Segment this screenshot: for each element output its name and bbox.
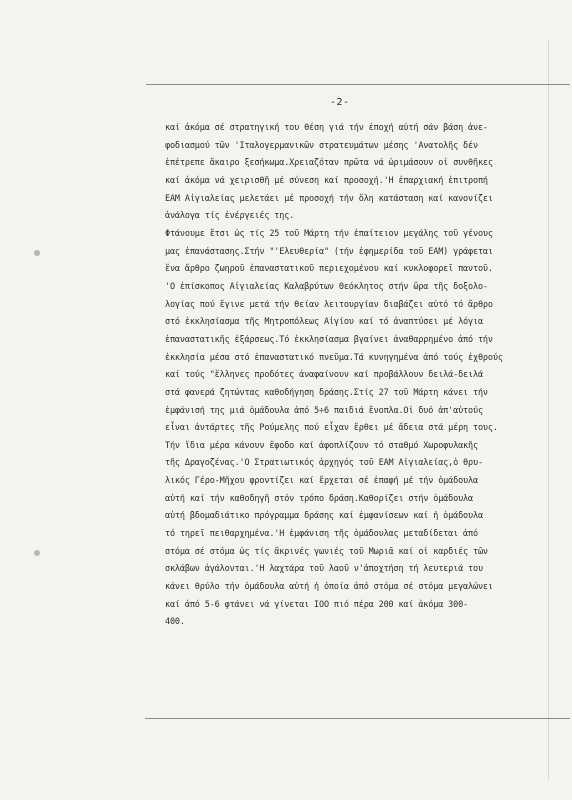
text-line: στόμα σέ στόμα ὡς τίς ἄκρινές γωνιές τοῦ Μωριᾶ καί οἱ καρδιές τῶν [165,546,488,557]
text-line: τό τηρεῖ πειθαρχημένα.'Η ἐμφάνιση τῆς ὁμάδουλας μεταδίδεται ἀπό [165,529,478,540]
text-line: 'Ο ἐπίσκοπος Αἰγιαλείας Καλαβρύτων Θεόκλητος στήν ὥρα τῆς δοξολο- [165,281,488,292]
typewritten-text [165,120,555,632]
text-line: στό ἐκκλησίασμα τῆς Μητροπόλεως Αἰγίου καί τό ἀναπτύσει μέ λόγια [165,317,483,328]
text-line: καί ἀπό 5-6 φτάνει νά γίνεται ΙΟΟ πιό πέρα 200 καί ἀκόμα 300- [165,599,469,610]
punch-hole [34,550,40,556]
text-line: καί τούς "ἕλληνες προδότες ἀναφαίνουν καί προβάλλουν δειλά-δειλά [165,370,483,381]
text-line: ἐκκλησία μέσα στό ἐπαναστατικό πνεῦμα.Τά κυνηγημένα ἀπό τούς ἐχθρούς [165,352,503,363]
text-line: ἐμφάνισή της μιά ὁμάδουλα ἀπό 5÷6 παιδιά ἔνοπλα.Οἱ δυό ἀπ'αὐτούς [165,405,483,416]
text-line: ἀνάλογα τίς ἐνέργειές της. [165,211,295,222]
text-line: καί ἀκόμα σέ στρατηγική του θέση γιά τήν ἐποχή αὐτή σάν βάση ἀνε- [165,123,488,133]
text-line: ἐπαναστατικῆς ἐξάρσεως.Τό ἐκκλησίασμα βγαίνει ἀναθαρρημένο ἀπό τήν [165,334,493,345]
text-line: τῆς Δραγοζένας.'Ο Στρατιωτικός ἀρχηγός τοῦ ΕΑΜ Αἰγιαλείας,ὁ θρυ- [165,458,483,469]
text-line: καί ἀκόμα νά χειρισθῆ μέ σύνεση καί προσοχή.'Η ἐπαρχιακή ἐπιτροπή [165,175,488,186]
text-line: εἶναι ἀντάρτες τῆς Ρούμελης πού εἶχαν ἔρθει μέ ἄδεια στά μέρη τους. [165,423,498,434]
bottom-rule [145,718,570,719]
punch-hole [34,250,40,256]
text-line: 400. [165,617,185,628]
text-line: φοδιασμού τῶν 'Ιταλογερμανικῶν στρατευμάτων μέσης 'Ανατολῆς δέν [165,140,478,151]
text-line: κάνει θρύλο τήν ὁμάδουλα αὐτή ἡ ὁποία ἀπό στόμα σέ στόμα μεγαλώνει [165,582,493,593]
text-line: ἐπέτρεπε ἄκαιρο ξεσήκωμα.Χρειαζόταν πρῶτα νά ὡριμάσουν οἱ συνθῆκες [165,158,493,169]
text-line: ἕνα ἄρθρο ζωηροῦ ἐπαναστατικοῦ περιεχομένου καί κυκλοφορεῖ παντοῦ. [165,264,493,275]
text-line: μας ἐπανάστασης.Στήν "'Ελευθερία" (τήν ἐφημερίδα τοῦ ΕΑΜ) γράφεται [165,246,493,257]
text-line: λικός Γέρο-Μῆχου φροντίζει καί ἔρχεται σέ ἐπαφή μέ τήν ὁμάδουλα [165,476,478,487]
text-line: ΕΑΜ Αἰγιαλείας μελετάει μέ προσοχή τήν ὅλη κατάσταση καί κανονίζει [165,193,493,204]
text-line: Τήν ἴδια μέρα κάνουν ἔφοδο καί ἀφοπλίζουν τό σταθμό Χωροφυλακῆς [165,440,478,451]
text-line: στά φανερά ζητώντας καθοδήγηση δράσης.Στίς 27 τοῦ Μάρτη κάνει τήν [165,387,488,398]
text-line: αὐτή βδομαδιάτικο πρόγραμμα δράσης καί ἐμφανίσεων καί ἡ ὁμάδουλα [165,511,483,522]
text-line: αὐτή καί τήν καθοδηγῆ στόν τρόπο δράση.Καθορίζει στήν ὁμάδουλα [165,493,473,504]
page-number: -2- [330,97,350,108]
text-line: λογίας πού ἔγινε μετά τήν θείαν λειτουργίαν διαβάζει αὐτό τό ἄρθρο [165,299,493,310]
text-line: Φτάνουμε ἔτσι ὡς τίς 25 τοῦ Μάρτη τήν ἐπαίτειον μεγάλης τοῦ γένους [165,228,493,239]
top-rule [146,84,570,85]
text-line: σκλάβων ἀγάλονται.'Η λαχτάρα τοῦ λαοῦ ν'ἀποχτήση τή λευτεριά του [165,564,483,575]
